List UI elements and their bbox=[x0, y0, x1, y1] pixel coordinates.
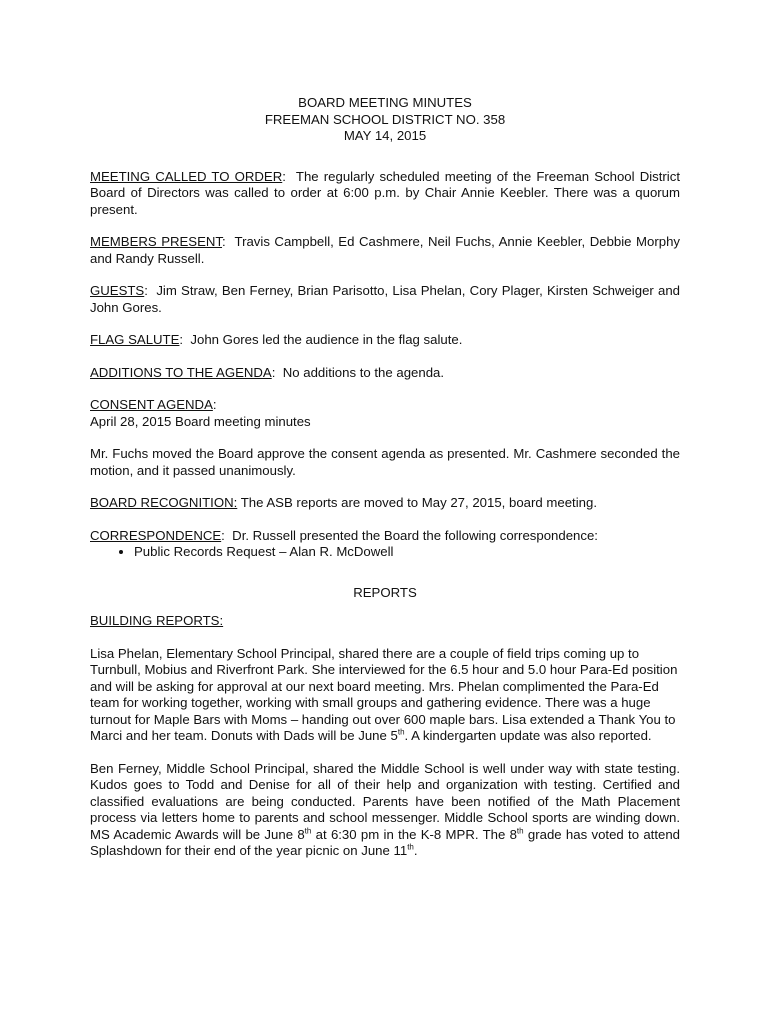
consent-item: April 28, 2015 Board meeting minutes bbox=[90, 413, 311, 429]
header-district: FREEMAN SCHOOL DISTRICT NO. 358 bbox=[264, 111, 506, 127]
header-title: BOARD MEETING MINUTES bbox=[298, 95, 472, 110]
list-item: • Public Records Request – Alan R. McDowell bbox=[134, 544, 680, 561]
elementary-text-b: . A kindergarten update was also reported. bbox=[404, 728, 652, 743]
recognition-paragraph bbox=[90, 495, 680, 512]
members-present-heading: MEMBERS PRESENT bbox=[90, 234, 223, 249]
call-to-order-heading: MEETING CALLED TO ORDER bbox=[90, 168, 283, 184]
building-reports-heading: BUILDING REPORTS: bbox=[90, 613, 224, 628]
middle-text-a: Ben Ferney, Middle School Principal, shared the Middle School is well under way with state testing. Kudos goes to Todd and Denise for all of their help and organization with testing. Certified and classified evaluations are being conducted. Parents have been notified of the Math Placement process via letters home to parents and school messenger. Middle School sports are winding down. MS Academic Awards will be June 8 bbox=[90, 760, 680, 842]
elementary-sup-a: th bbox=[397, 727, 405, 737]
additions-text: No additions to the agenda. bbox=[282, 364, 445, 380]
consent-motion: Mr. Fuchs moved the Board approve the consent agenda as presented. Mr. Cashmere seconded the motion, and it passed unanimously. bbox=[90, 446, 680, 478]
correspondence-section: CORRESPONDENCE: Dr. Russell presented the Board the following correspondence: • Public Records Request – Alan R. McDowell bbox=[90, 528, 680, 561]
middle-sup-b: th bbox=[516, 826, 524, 836]
call-to-order-text: The regularly scheduled meeting of the Freeman School District Board of Directors was called to order at 6:00 p.m. by Chair Annie Keebler. There was a quorum present. bbox=[90, 168, 680, 217]
header-date: MAY 14, 2015 bbox=[343, 128, 427, 143]
document-page bbox=[90, 95, 680, 876]
additions-heading: ADDITIONS TO THE AGENDA bbox=[90, 364, 272, 380]
flag-salute-paragraph: FLAG SALUTE: John Gores led the audience in the flag salute. bbox=[90, 332, 463, 347]
correspondence-list bbox=[90, 544, 680, 561]
correspondence-heading: CORRESPONDENCE bbox=[90, 527, 222, 543]
recognition-text: The ASB reports are moved to May 27, 2015, board meeting. bbox=[240, 495, 597, 510]
middle-text-b: at 6:30 pm in the K-8 MPR. The 8 bbox=[311, 826, 517, 842]
flag-salute-text: John Gores led the audience in the flag salute. bbox=[190, 332, 463, 347]
elementary-text-a: Lisa Phelan, Elementary School Principal, shared there are a couple of field trips coming up to Turnbull, Mobius and Riverfront Park. She interviewed for the 6.5 hour and 5.0 hour Para-Ed position and will be asking for approval at our next board meeting. Mrs. Phelan complimented the Para-Ed team for working together, working with small groups and gathering evidence. There was a huge turnout for Maple Bars with Moms – handing out over 600 maple bars. Lisa extended a Thank You to Marci and her team. Donuts with Dads will be June 5 bbox=[90, 645, 678, 743]
guests-paragraph: GUESTS: Jim Straw, Ben Ferney, Brian Parisotto, Lisa Phelan, Cory Plager, Kirsten Schweiger and John Gores. bbox=[90, 283, 680, 315]
flag-salute-heading: FLAG SALUTE bbox=[90, 332, 180, 347]
additions-paragraph: ADDITIONS TO THE AGENDA: No additions to the agenda. bbox=[90, 364, 445, 380]
consent-paragraph: CONSENT AGENDA: April 28, 2015 Board meeting minutes bbox=[90, 397, 311, 429]
middle-text-d: . bbox=[413, 843, 418, 858]
document-header bbox=[90, 95, 680, 145]
middle-text-c: grade has voted to attend Splashdown for their end of the year picnic on June 11 bbox=[90, 826, 680, 858]
consent-heading: CONSENT AGENDA bbox=[90, 397, 213, 412]
members-present-paragraph: MEMBERS PRESENT: Travis Campbell, Ed Cashmere, Neil Fuchs, Annie Keebler, Debbie Morphy and Randy Russell. bbox=[90, 234, 681, 266]
middle-sup-c: th bbox=[407, 842, 414, 852]
members-present-text: Travis Campbell, Ed Cashmere, Neil Fuchs, Annie Keebler, Debbie Morphy and Randy Russell. bbox=[90, 234, 681, 266]
middle-sup-a: th bbox=[304, 826, 312, 836]
reports-title: REPORTS bbox=[353, 584, 417, 600]
elementary-report bbox=[90, 646, 680, 745]
recognition-heading: BOARD RECOGNITION: bbox=[90, 495, 238, 510]
correspondence-text: Dr. Russell presented the Board the following correspondence: bbox=[232, 527, 598, 543]
middle-report bbox=[90, 761, 680, 860]
call-to-order-paragraph: MEETING CALLED TO ORDER: The regularly scheduled meeting of the Freeman School District Board of Directors was called to order at 6:00 p.m. by Chair Annie Keebler. There was a quorum present. bbox=[90, 168, 680, 217]
guests-text: Jim Straw, Ben Ferney, Brian Parisotto, Lisa Phelan, Cory Plager, Kirsten Schweiger and John Gores. bbox=[90, 283, 680, 315]
guests-heading: GUESTS bbox=[90, 283, 145, 298]
